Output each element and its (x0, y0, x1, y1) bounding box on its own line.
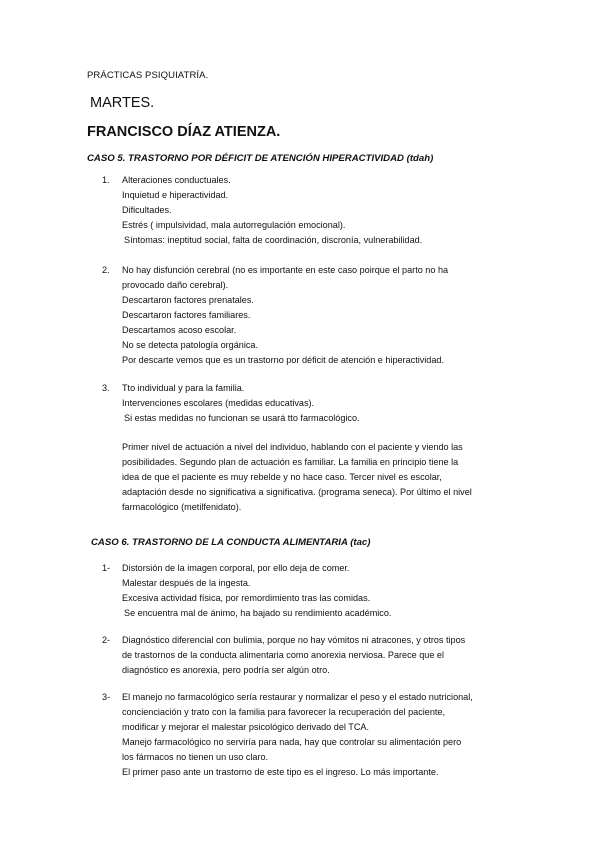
paragraph-line: posibilidades. Segundo plan de actuación es familiar. La familia en principio tiene la (122, 457, 459, 467)
item-line: modificar y mejorar el malestar psicológico derivado del TCA. (122, 722, 369, 732)
item-line: Malestar después de la ingesta. (122, 578, 251, 588)
item-line: Dificultades. (122, 205, 172, 215)
item-line: concienciación y trato con la familia para favorecer la recuperación del paciente, (122, 707, 446, 717)
item-number: 1- (102, 563, 111, 573)
item-number: 2. (102, 265, 110, 275)
day-heading: MARTES. (90, 95, 155, 111)
paragraph-line: idea de que el paciente es muy rebelde y no hace caso. Tercer nivel es escolar, (122, 472, 442, 482)
item-line: No hay disfunción cerebral (no es importante en este caso poirque el parto no ha (122, 265, 449, 275)
item-line: Se encuentra mal de ánimo, ha bajado su rendimiento académico. (124, 608, 392, 618)
item-line: Estrés ( impulsividad, mala autorregulación emocional). (122, 220, 346, 230)
item-line: No se detecta patología orgánica. (122, 340, 258, 350)
paragraph-line: farmacológico (metilfenidato). (122, 502, 242, 512)
item-line: Distorsión de la imagen corporal, por ello deja de comer. (122, 563, 350, 573)
item-line: Síntomas: ineptitud social, falta de coordinación, discronía, vulnerabilidad. (124, 235, 423, 245)
document-header: PRÁCTICAS PSIQUIATRÍA. (87, 70, 209, 81)
item-line: Excesiva actividad física, por remordimiento tras las comidas. (122, 593, 371, 603)
paragraph-line: adaptación desde no significativa a significativa. (programa seneca). Por último el nivel (122, 487, 472, 497)
item-line: Por descarte vemos que es un trastorno por déficit de atención e hiperactividad. (122, 355, 445, 365)
item-line: Descartamos acoso escolar. (122, 325, 237, 335)
item-line: Descartaron factores familiares. (122, 310, 251, 320)
item-line: Descartaron factores prenatales. (122, 295, 254, 305)
case6-title: CASO 6. TRASTORNO DE LA CONDUCTA ALIMENTARIA (tac) (91, 537, 371, 548)
item-line: Si estas medidas no funcionan se usará tto farmacológico. (124, 413, 360, 423)
item-line: diagnóstico es anorexia, pero podría ser algún otro. (122, 665, 330, 675)
item-line: de trastornos de la conducta alimentaria como anorexia nerviosa. Parece que el (122, 650, 445, 660)
case5-title: CASO 5. TRASTORNO POR DÉFICIT DE ATENCIÓN HIPERACTIVIDAD (tdah) (87, 153, 434, 164)
item-number: 1. (102, 175, 110, 185)
item-number: 2- (102, 635, 111, 645)
item-line: Manejo farmacológico no serviría para nada, hay que controlar su alimentación pero (122, 737, 462, 747)
professor-name: FRANCISCO DÍAZ ATIENZA. (87, 124, 281, 140)
item-line: Tto individual y para la familia. (122, 383, 245, 393)
item-line: Alteraciones conductuales. (122, 175, 231, 185)
item-line: El manejo no farmacológico sería restaurar y normalizar el peso y el estado nutricional, (122, 692, 473, 702)
item-line: Intervenciones escolares (medidas educativas). (122, 398, 315, 408)
item-number: 3- (102, 692, 111, 702)
item-number: 3. (102, 383, 110, 393)
item-line: El primer paso ante un trastorno de este tipo es el ingreso. Lo más importante. (122, 767, 439, 777)
item-line: Inquietud e hiperactividad. (122, 190, 229, 200)
item-line: Diagnóstico diferencial con bulimia, porque no hay vómitos ni atracones, y otros tipos (122, 635, 466, 645)
item-line: los fármacos no tienen un uso claro. (122, 752, 269, 762)
item-line: provocado daño cerebral). (122, 280, 229, 290)
paragraph-line: Primer nivel de actuación a nivel del individuo, hablando con el paciente y viendo las (122, 442, 463, 452)
